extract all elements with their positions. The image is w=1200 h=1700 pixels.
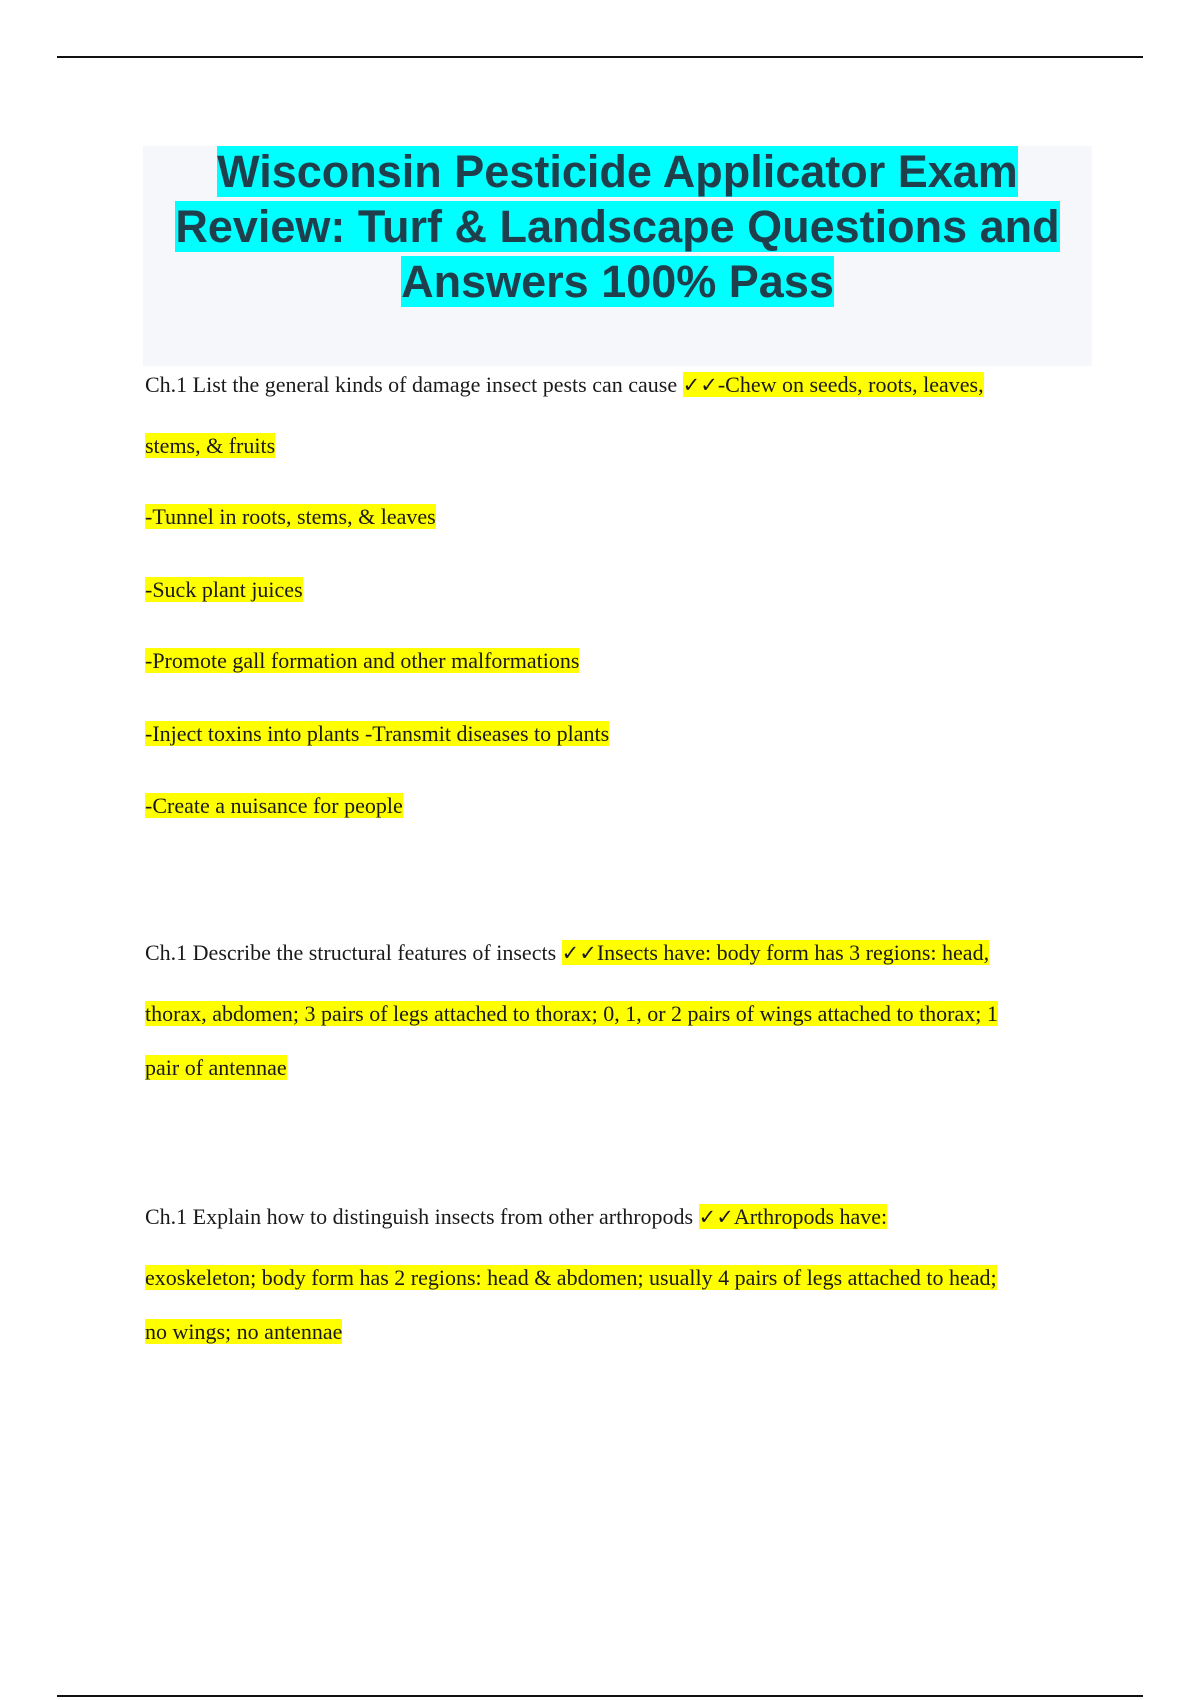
question-2 — [145, 938, 989, 968]
question-1-answer-line-5: -Promote gall formation and other malformations — [145, 648, 580, 673]
question-1-answer-line-3: -Tunnel in roots, stems, & leaves — [145, 504, 436, 529]
question-2-answer-line-2: thorax, abdomen; 3 pairs of legs attached to thorax; 0, 1, or 2 pairs of wings attached to thorax; 1 — [145, 1001, 998, 1026]
question-3 — [145, 1202, 887, 1232]
question-1 — [145, 370, 984, 400]
question-3-answer-line-3: no wings; no antennae — [145, 1319, 343, 1344]
question-3-answer-line-1: ✓✓Arthropods have: — [698, 1204, 888, 1229]
question-2-text: Ch.1 Describe the structural features of insects — [145, 940, 557, 965]
question-3-answer-line-2: exoskeleton; body form has 2 regions: head & abdomen; usually 4 pairs of legs attached to head; — [145, 1265, 997, 1290]
document-title: Wisconsin Pesticide Applicator Exam Review: Turf & Landscape Questions and Answers 100% Pass — [175, 146, 1060, 307]
footer-rule — [57, 1695, 1143, 1697]
header-rule — [57, 56, 1143, 58]
question-3-text: Ch.1 Explain how to distinguish insects from other arthropods — [145, 1204, 694, 1229]
question-2-answer-line-3: pair of antennae — [145, 1055, 287, 1080]
question-1-answer-line-4: -Suck plant juices — [145, 577, 303, 602]
check-mark-icon: ✓✓ — [698, 1205, 734, 1229]
question-1-answer-line-2: stems, & fruits — [145, 433, 276, 458]
check-mark-icon: ✓✓ — [561, 941, 597, 965]
question-1-answer-line-7: -Create a nuisance for people — [145, 793, 403, 818]
question-1-answer-line-6: -Inject toxins into plants -Transmit diseases to plants — [145, 721, 610, 746]
question-1-text: Ch.1 List the general kinds of damage insect pests can cause — [145, 372, 678, 397]
question-1-answer-line-1: ✓✓-Chew on seeds, roots, leaves, — [682, 372, 984, 397]
question-2-answer-line-1: ✓✓Insects have: body form has 3 regions: head, — [561, 940, 990, 965]
check-mark-icon: ✓✓ — [682, 373, 718, 397]
